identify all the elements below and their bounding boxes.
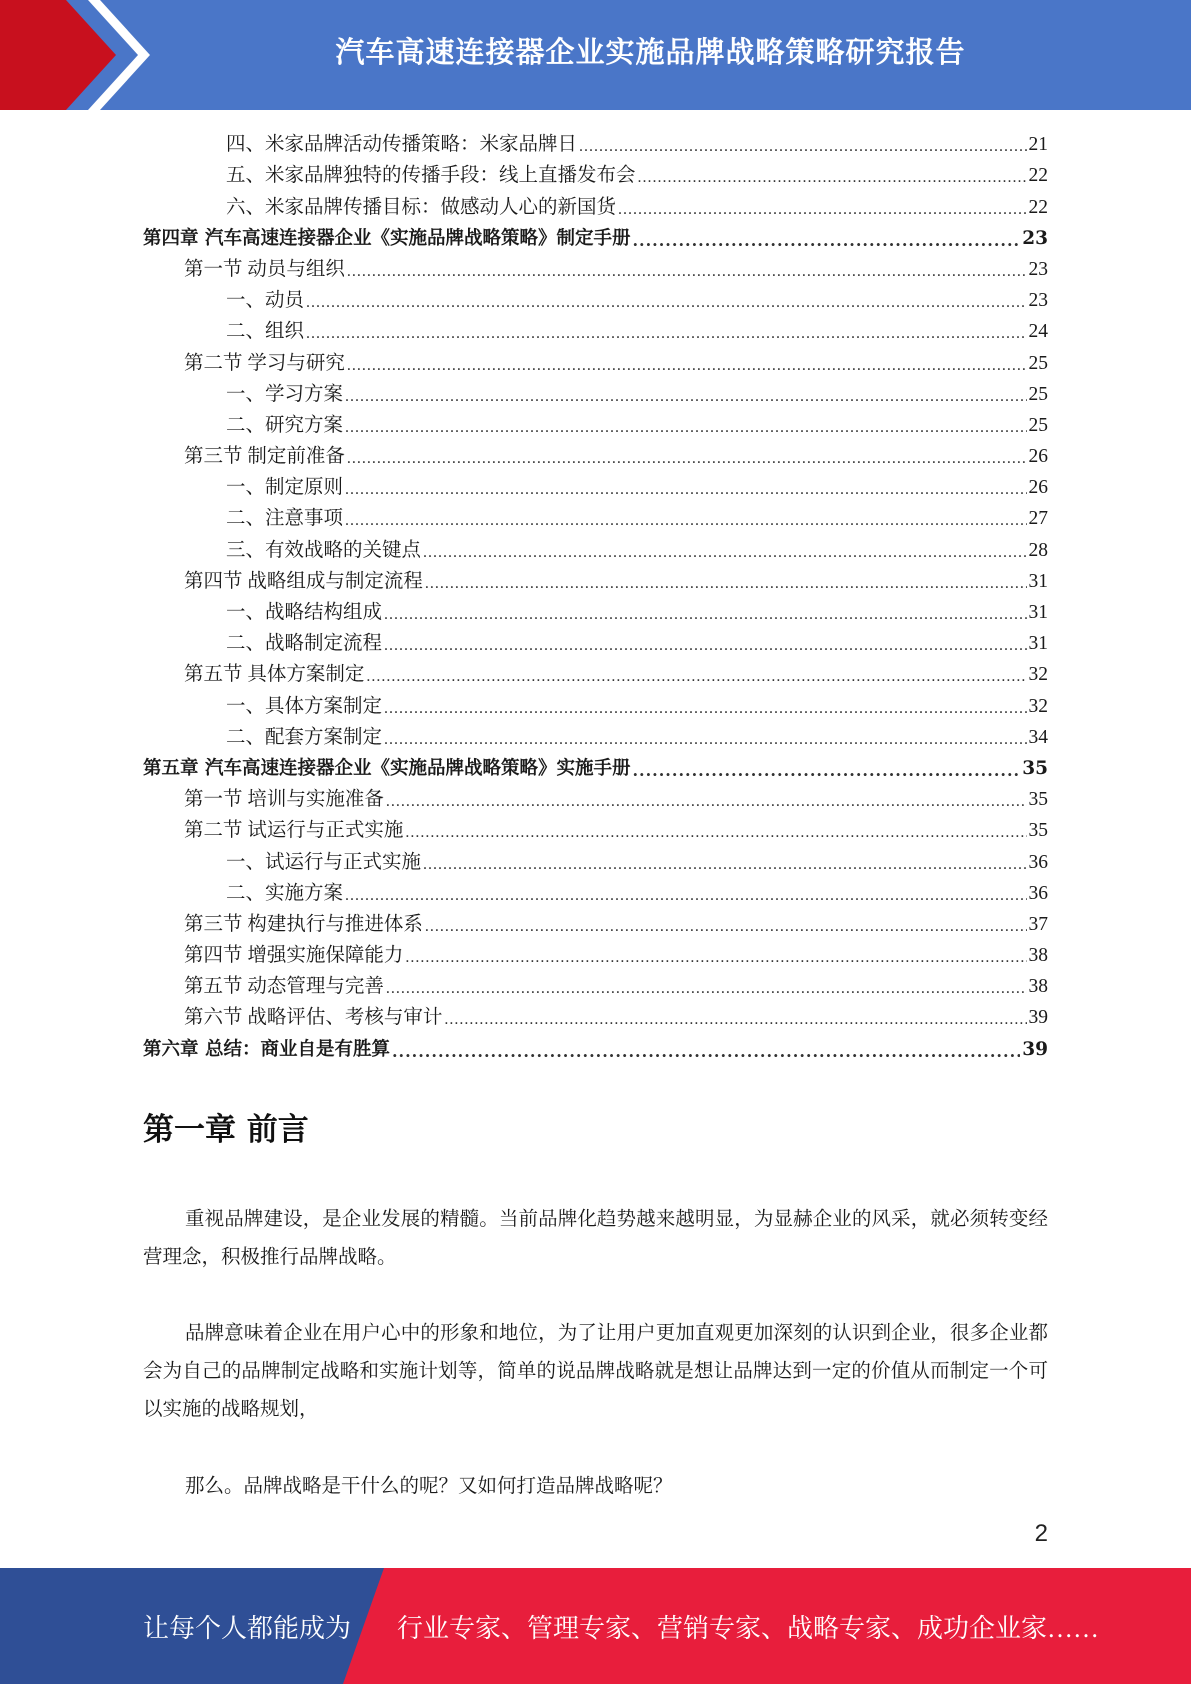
toc-entry-title: 第一节 培训与实施准备 [184, 789, 384, 811]
toc-leader-dots [366, 667, 1026, 687]
toc-entry-chapter[interactable] [143, 750, 1048, 781]
toc-entry-section[interactable] [143, 937, 1048, 968]
toc-entry-section[interactable] [143, 906, 1048, 937]
toc-leader-dots [392, 1042, 1020, 1062]
toc-leader-dots [347, 449, 1027, 469]
body-paragraph: 品牌意味着企业在用户心中的形象和地位，为了让用户更加直观更加深刻的认识到企业，很多企业都会为自己的品牌制定战略和实施计划等，简单的说品牌战略就是想让品牌达到一定的价值从而制定一个可以实施的战略规划， [143, 1323, 1048, 1420]
toc-entry-item[interactable] [143, 625, 1048, 656]
page-footer [0, 1568, 1191, 1684]
table-of-contents [143, 126, 1048, 1062]
toc-entry-title: 五、米家品牌独特的传播手段：线上直播发布会 [226, 165, 636, 187]
toc-leader-dots [638, 168, 1027, 188]
toc-entry-page: 36 [1028, 882, 1048, 904]
toc-entry-title: 一、具体方案制定 [226, 695, 383, 717]
footer-slogan-right: 行业专家、管理专家、营销专家、战略专家、成功企业家…… [397, 1613, 1100, 1643]
toc-entry-title: 第二节 学习与研究 [184, 352, 345, 374]
toc-entry-section[interactable] [143, 438, 1048, 469]
toc-leader-dots [306, 293, 1026, 313]
toc-leader-dots [345, 511, 1026, 531]
toc-entry-title: 第六节 战略评估、考核与审计 [184, 1007, 443, 1029]
toc-entry-item[interactable] [143, 875, 1048, 906]
toc-entry-section[interactable] [143, 656, 1048, 687]
toc-entry-page: 37 [1028, 913, 1048, 935]
toc-entry-page: 22 [1028, 196, 1048, 218]
chapter-title: 第一章 前言 [143, 1112, 309, 1148]
toc-entry-item[interactable] [143, 126, 1048, 157]
toc-leader-dots [345, 480, 1026, 500]
toc-entry-page: 35 [1028, 789, 1048, 811]
toc-entry-item[interactable] [143, 594, 1048, 625]
toc-entry-section[interactable] [143, 812, 1048, 843]
toc-leader-dots [384, 699, 1026, 719]
toc-entry-item[interactable] [143, 188, 1048, 219]
toc-leader-dots [579, 137, 1026, 157]
toc-entry-item[interactable] [143, 500, 1048, 531]
toc-leader-dots [386, 792, 1027, 812]
toc-entry-page: 27 [1028, 508, 1048, 530]
toc-entry-title: 第六章 总结：商业自是有胜算 [143, 1038, 390, 1060]
toc-entry-page: 39 [1022, 1038, 1048, 1060]
toc-entry-section[interactable] [143, 781, 1048, 812]
toc-entry-page: 34 [1028, 726, 1048, 748]
toc-entry-title: 第三节 构建执行与推进体系 [184, 913, 423, 935]
toc-entry-title: 第一节 动员与组织 [184, 258, 345, 280]
toc-entry-title: 四、米家品牌活动传播策略：米家品牌日 [226, 134, 578, 156]
toc-entry-title: 一、学习方案 [226, 383, 344, 405]
body-paragraph: 重视品牌建设，是企业发展的精髓。当前品牌化趋势越来越明显，为显赫企业的风采，就必须转变经营理念，积极推行品牌战略。 [143, 1209, 1048, 1268]
toc-entry-page: 25 [1028, 352, 1048, 374]
page-header [0, 0, 1191, 110]
toc-entry-title: 三、有效战略的关键点 [226, 539, 422, 561]
toc-leader-dots [423, 855, 1026, 875]
toc-entry-page: 32 [1028, 695, 1048, 717]
toc-entry-page: 22 [1028, 165, 1048, 187]
toc-entry-item[interactable] [143, 531, 1048, 562]
toc-entry-item[interactable] [143, 407, 1048, 438]
toc-entry-page: 32 [1028, 664, 1048, 686]
toc-entry-page: 26 [1028, 477, 1048, 499]
toc-entry-page: 39 [1028, 1007, 1048, 1029]
toc-leader-dots [347, 356, 1027, 376]
toc-entry-item[interactable] [143, 719, 1048, 750]
toc-leader-dots [425, 917, 1027, 937]
toc-entry-title: 第四章 汽车高速连接器企业《实施品牌战略策略》制定手册 [143, 227, 631, 249]
toc-entry-item[interactable] [143, 469, 1048, 500]
toc-entry-title: 第四节 战略组成与制定流程 [184, 570, 423, 592]
page-number: 2 [1034, 1520, 1048, 1547]
toc-entry-section[interactable] [143, 999, 1048, 1030]
toc-entry-page: 25 [1028, 414, 1048, 436]
toc-leader-dots [386, 979, 1027, 999]
toc-leader-dots [345, 886, 1026, 906]
toc-entry-page: 23 [1022, 227, 1048, 249]
toc-entry-page: 24 [1028, 321, 1048, 343]
toc-leader-dots [384, 730, 1026, 750]
toc-leader-dots [306, 324, 1026, 344]
toc-entry-section[interactable] [143, 968, 1048, 999]
toc-leader-dots [384, 636, 1026, 656]
toc-leader-dots [345, 387, 1026, 407]
toc-entry-page: 31 [1028, 602, 1048, 623]
toc-entry-section[interactable] [143, 344, 1048, 375]
toc-entry-title: 二、注意事项 [226, 508, 344, 530]
toc-entry-item[interactable] [143, 157, 1048, 188]
toc-entry-item[interactable] [143, 282, 1048, 313]
toc-entry-title: 第二节 试运行与正式实施 [184, 820, 404, 842]
toc-entry-chapter[interactable] [143, 220, 1048, 251]
toc-entry-title: 一、战略结构组成 [226, 602, 383, 623]
toc-entry-title: 第四节 增强实施保障能力 [184, 945, 404, 967]
toc-entry-item[interactable] [143, 376, 1048, 407]
toc-entry-page: 31 [1028, 570, 1048, 592]
toc-leader-dots [618, 200, 1026, 220]
toc-entry-item[interactable] [143, 687, 1048, 718]
toc-entry-page: 21 [1028, 134, 1048, 156]
toc-entry-section[interactable] [143, 251, 1048, 282]
toc-leader-dots [384, 605, 1026, 625]
toc-entry-page: 23 [1028, 258, 1048, 280]
toc-entry-title: 二、实施方案 [226, 882, 344, 904]
toc-leader-dots [345, 418, 1026, 438]
toc-leader-dots [632, 231, 1020, 251]
toc-entry-page: 28 [1028, 539, 1048, 561]
toc-leader-dots [425, 574, 1027, 594]
toc-entry-page: 23 [1028, 290, 1048, 312]
toc-entry-section[interactable] [143, 563, 1048, 594]
header-title: 汽车高速连接器企业实施品牌战略策略研究报告 [335, 34, 966, 69]
toc-entry-item[interactable] [143, 843, 1048, 874]
toc-entry-page: 26 [1028, 446, 1048, 468]
toc-entry-page: 35 [1022, 757, 1048, 779]
toc-entry-page: 31 [1028, 633, 1048, 655]
body-paragraph: 那么。品牌战略是干什么的呢？又如何打造品牌战略呢？ [185, 1476, 673, 1497]
toc-entry-title: 第三节 制定前准备 [184, 446, 345, 468]
toc-entry-page: 25 [1028, 383, 1048, 405]
toc-entry-title: 二、战略制定流程 [226, 633, 383, 655]
toc-entry-title: 六、米家品牌传播目标：做感动人心的新国货 [226, 196, 617, 218]
toc-entry-page: 35 [1028, 820, 1048, 842]
toc-entry-page: 38 [1028, 976, 1048, 998]
toc-entry-title: 第五节 具体方案制定 [184, 664, 365, 686]
toc-entry-title: 二、研究方案 [226, 414, 344, 436]
toc-leader-dots [347, 262, 1027, 282]
toc-entry-title: 一、动员 [226, 290, 305, 312]
toc-leader-dots [405, 823, 1026, 843]
toc-leader-dots [423, 543, 1026, 563]
toc-entry-title: 一、制定原则 [226, 477, 344, 499]
toc-leader-dots [632, 761, 1020, 781]
toc-entry-item[interactable] [143, 313, 1048, 344]
toc-entry-title: 二、组织 [226, 321, 305, 343]
toc-entry-title: 一、试运行与正式实施 [226, 851, 422, 873]
toc-entry-title: 第五节 动态管理与完善 [184, 976, 384, 998]
footer-slogan-left: 让每个人都能成为 [143, 1613, 352, 1643]
toc-entry-page: 38 [1028, 945, 1048, 967]
toc-entry-title: 第五章 汽车高速连接器企业《实施品牌战略策略》实施手册 [143, 757, 631, 779]
toc-entry-page: 36 [1028, 851, 1048, 873]
toc-entry-title: 二、配套方案制定 [226, 726, 383, 748]
toc-leader-dots [444, 1010, 1026, 1030]
toc-leader-dots [405, 948, 1026, 968]
toc-entry-chapter[interactable] [143, 1030, 1048, 1061]
